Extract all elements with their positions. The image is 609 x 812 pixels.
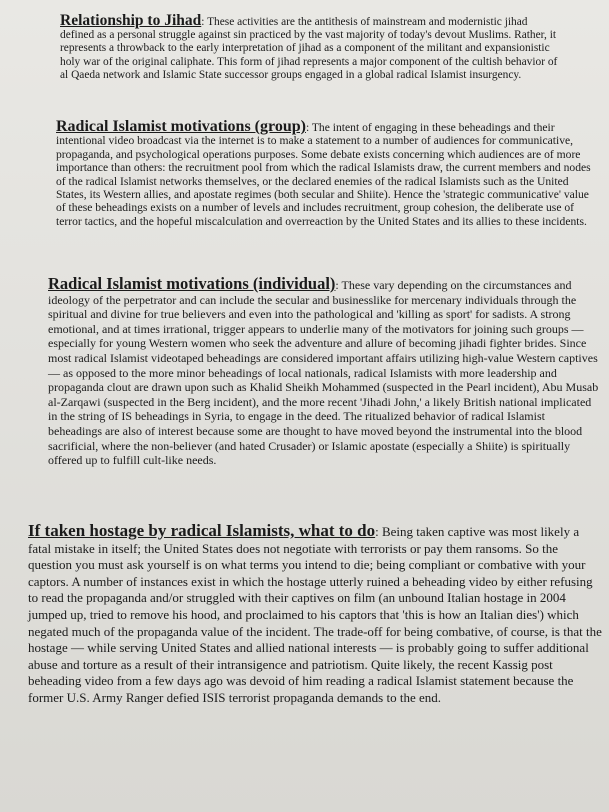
section-hostage-advice — [28, 523, 603, 707]
section-body: : These vary depending on the circumstances and ideology of the perpetrator and can include the secular and businesslike for mercenary individuals through the spiritual and divine for true believers and even into the pathological and 'killing as sport' for sadists. A strong emotional, and at times irrational, trigger appears to underlie many of the motivators for joining such groups — especially for young Western women who seek the adventure and allure of becoming jihadi fighter brides. Since most radical Islamist videotaped beheadings are considered important affairs utilizing high-value Western captives — as opposed to the more minor beheadings of local nationals, radical Islamists with more leadership and propaganda clout are drawn upon such as Khalid Sheikh Mohammed (suspected in the Pearl incident), Abu Musab al-Zarqawi (suspected in the Berg incident), and the more recent 'Jihadi John,' a likely British national implicated in the string of IS beheadings in Syria, to engage in the deed. The ritualized behavior of radical Islamist beheadings are also of interest because some are thought to have moved beyond the instrumental into the blood sacrificial, where the non-believer (and hated Crusader) or Islamic apostate (especially a Shiite) is spiritually offered up to fulfill cult-like needs. — [48, 278, 599, 468]
section-relationship-to-jihad — [60, 14, 560, 82]
section-body: : Being taken captive was most likely a fatal mistake in itself; the United States does not negotiate with terrorists or pay them ransoms. So the question you must ask yourself is on what terms you intend to die; being compliant or combative with your captors. A number of instances exist in which the hostage utterly ruined a beheading video by either refusing to read the propaganda and/or struggled with their captives on film (an unbound Italian hostage in 2004 jumped up, tried to remove his hood, and proclaimed to his captors that 'this is how an Italian dies') which negated much of the propaganda value of the incident. The trade-off for being combative, of course, is that the hostage — while serving United States and allied national interests — is probably going to suffer additional abuse and torture as a result of their intransigence and patriotism. Quite likely, the recent Kassig post beheading video from a few days ago was devoid of him reading a radical Islamist statement because the former U.S. Army Ranger defied ISIS terrorist propaganda demands to the end. — [28, 524, 602, 705]
section-heading: Radical Islamist motivations (individual) — [48, 274, 336, 293]
section-individual-motivations — [48, 274, 601, 468]
section-heading: If taken hostage by radical Islamists, what to do — [28, 521, 376, 540]
section-body: : The intent of engaging in these beheadings and their intentional video broadcast via the internet is to make a statement to a number of audiences for communicative, propaganda, and psychological operations purposes. Some debate exists concerning which audiences are of more importance than others: the recruitment pool from which the radical Islamists draw, the current members and nodes of the radical Islamist networks themselves, or the declared enemies of the radical Islamists such as the United States, its Western allies, and apostate regimes (both secular and Shiite). Hence the 'strategic communicative' value of these beheadings exists on a number of levels and includes recruitment, group cohesion, the deliberate use of terror tactics, and the hopeful miscalculation and overreaction by the United States and its allies to these incidents. — [56, 121, 591, 228]
section-heading: Radical Islamist motivations (group) — [56, 118, 306, 135]
section-body: : These activities are the antithesis of mainstream and modernistic jihad defined as a personal struggle against sin practiced by the vast majority of today's devout Muslims. Rather, it represents a throwback to the early interpretation of jihad as a component of the militant and expansionistic holy war of the original caliphate. This form of jihad represents a major component of the cultish behavior of al Qaeda network and Islamic State successor groups engaged in a global radical Islamist insurgency. — [60, 16, 558, 81]
section-group-motivations — [56, 120, 601, 228]
section-heading: Relationship to Jihad — [60, 12, 202, 29]
